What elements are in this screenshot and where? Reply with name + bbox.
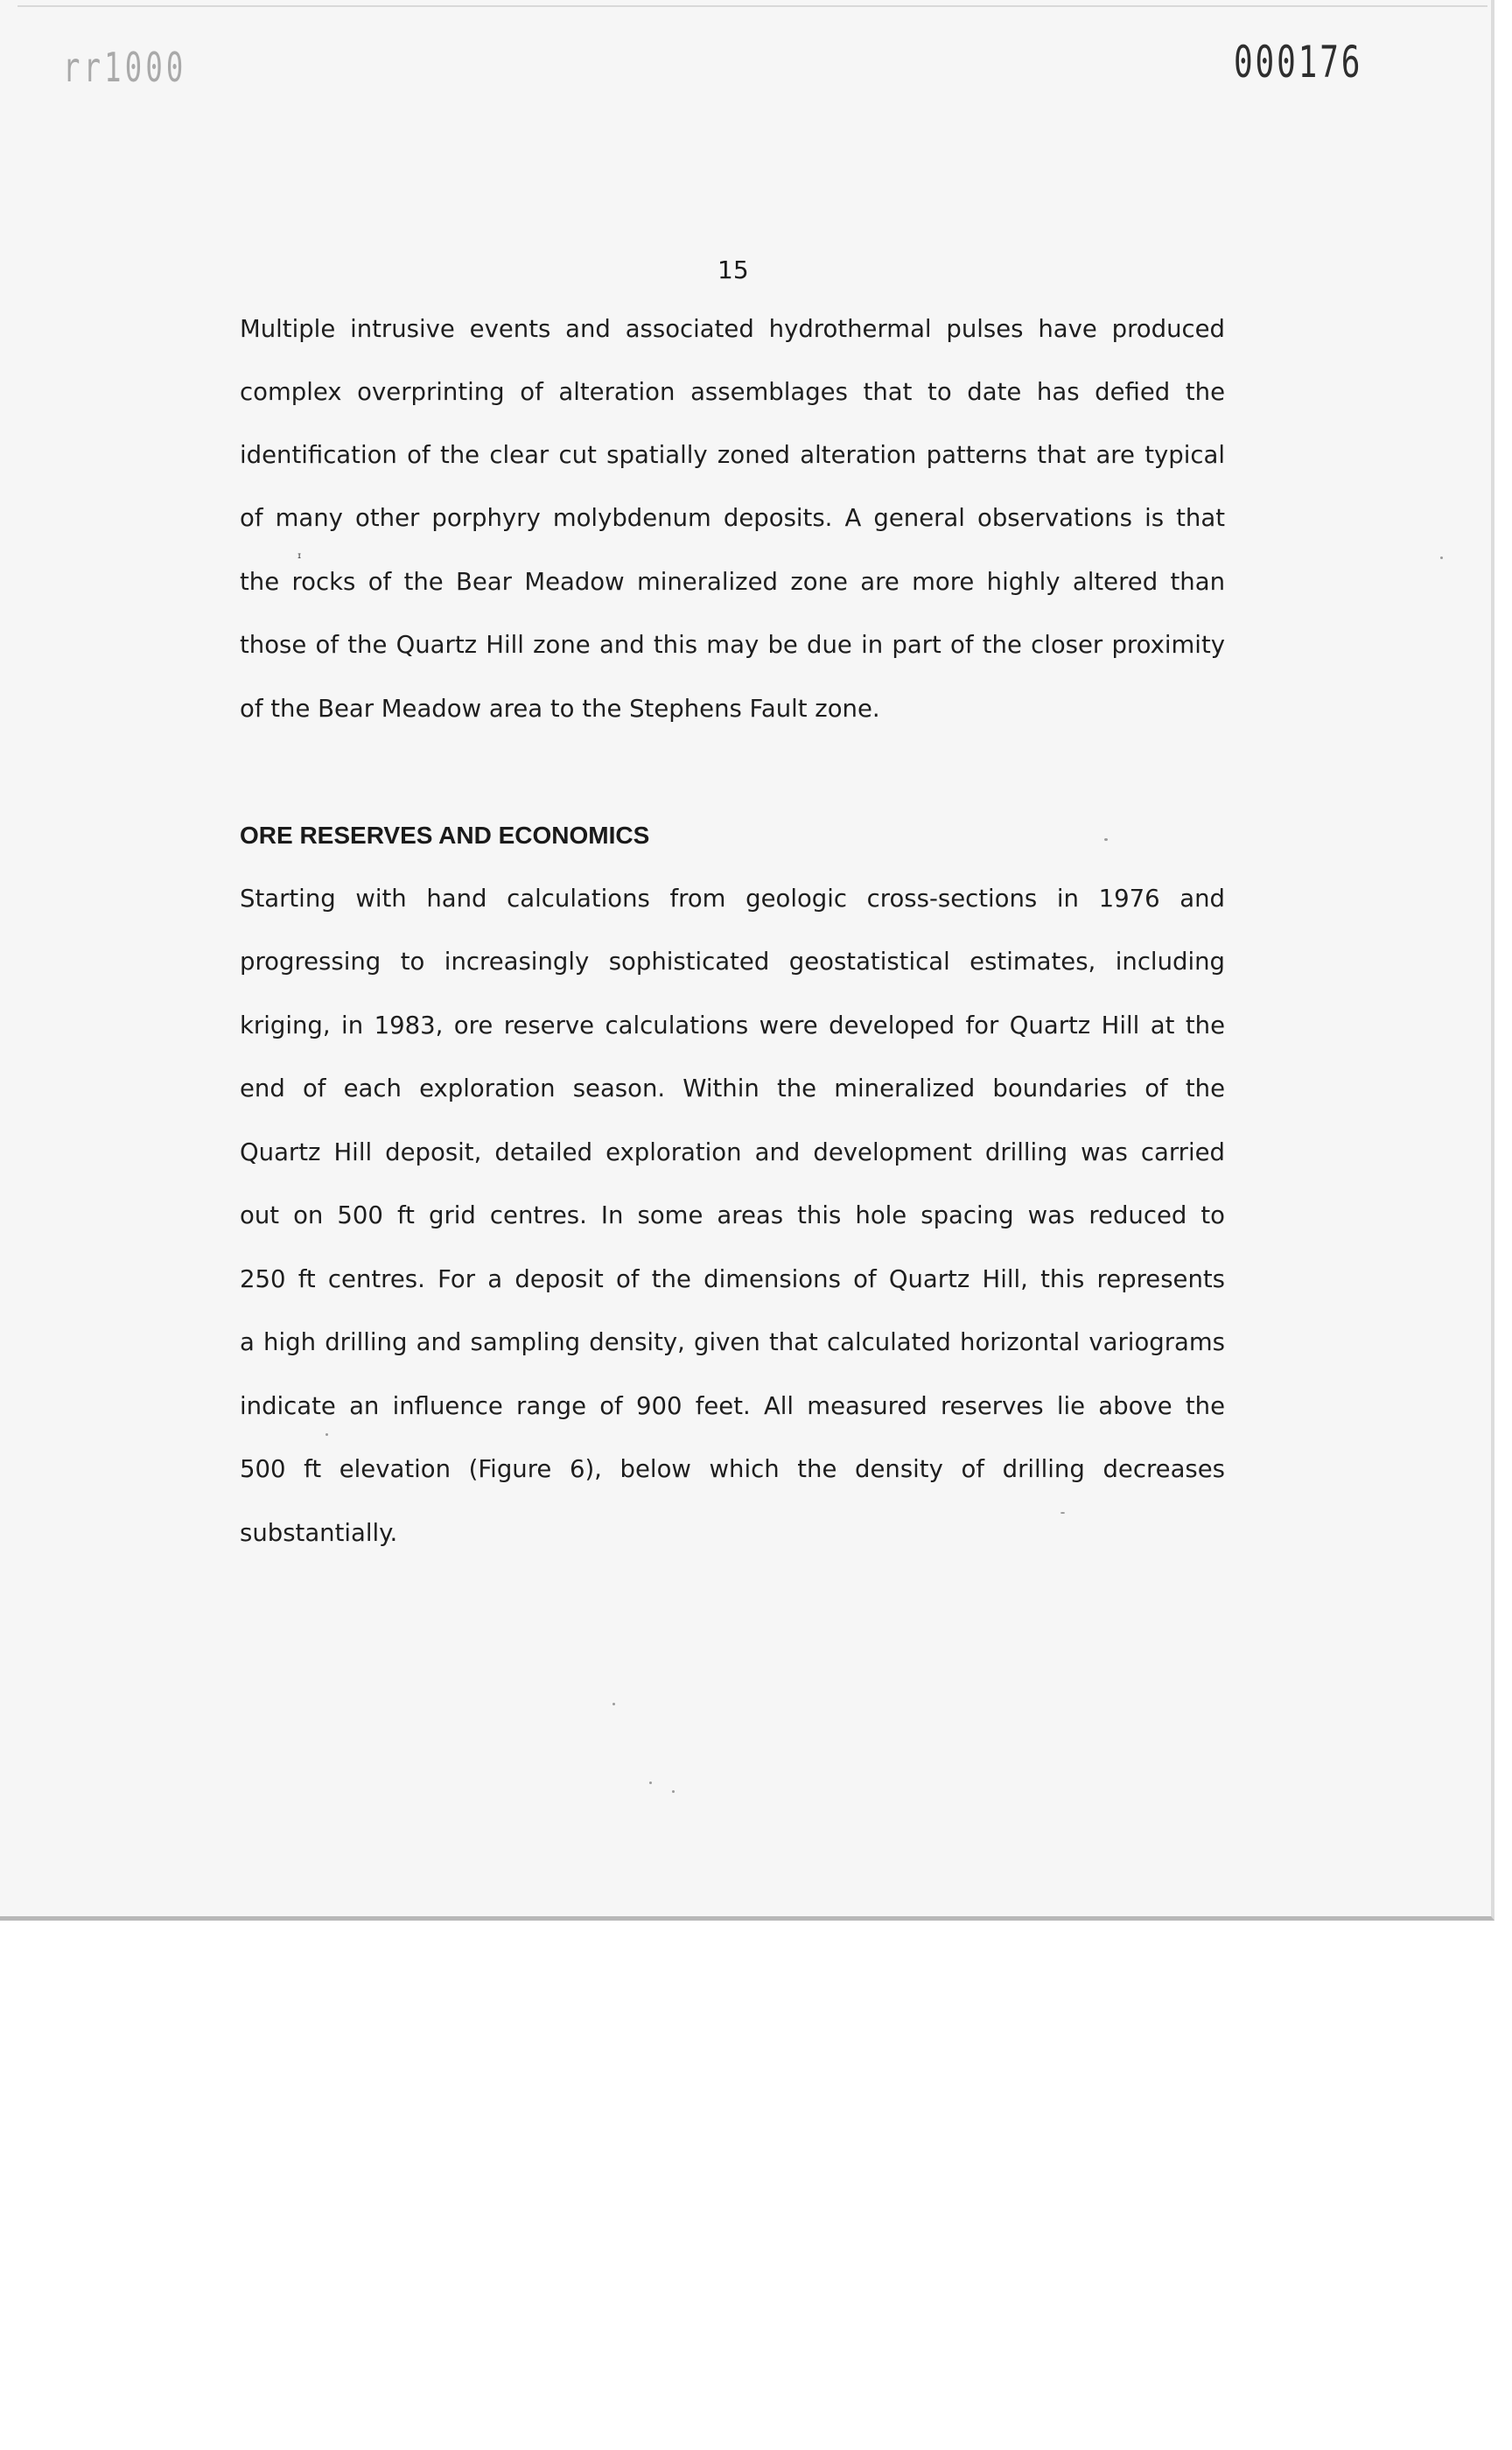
text-line: a high drilling and sampling density, given that calculated horizontal variograms [240, 1328, 1225, 1356]
text-line: 250 ft centres. For a deposit of the dimensions of Quartz Hill, this represents [240, 1265, 1225, 1293]
text-line: identification of the clear cut spatially zoned alteration patterns that are typical [240, 441, 1225, 469]
scan-speck [1440, 556, 1443, 559]
text-line: those of the Quartz Hill zone and this may be due in part of the closer proximity [240, 631, 1225, 659]
text-line: kriging, in 1983, ore reserve calculations were developed for Quartz Hill at the [240, 1012, 1225, 1040]
section-heading: ORE RESERVES AND ECONOMICS [240, 822, 650, 849]
text-line: complex overprinting of alteration assemblages that to date has defied the [240, 378, 1225, 406]
scan-speck [612, 1703, 615, 1705]
scan-speck [672, 1790, 675, 1793]
text-line: 500 ft elevation (Figure 6), below which the density of drilling decreases [240, 1455, 1225, 1483]
text-line: Multiple intrusive events and associated hydrothermal pulses have produced [240, 315, 1225, 343]
document-stamp-left: rr1000 [63, 44, 187, 91]
scan-speck [649, 1782, 652, 1784]
handwritten-mark: ᶦ [298, 550, 302, 568]
text-line: Quartz Hill deposit, detailed exploration and development drilling was carried [240, 1138, 1225, 1166]
text-line: end of each exploration season. Within the mineralized boundaries of the [240, 1074, 1225, 1102]
scan-speck [326, 1433, 328, 1436]
text-line: out on 500 ft grid centres. In some areas this hole spacing was reduced to [240, 1201, 1225, 1229]
text-line: progressing to increasingly sophisticated geostatistical estimates, including [240, 948, 1225, 976]
document-stamp-right: 000176 [1234, 37, 1363, 88]
text-line: substantially. [240, 1519, 398, 1547]
text-line: Starting with hand calculations from geologic cross-sections in 1976 and [240, 885, 1225, 913]
blank-area [0, 1944, 1512, 2450]
scan-speck [1060, 1512, 1065, 1514]
text-line: of the Bear Meadow area to the Stephens Fault zone. [240, 695, 880, 723]
text-line: of many other porphyry molybdenum deposits. A general observations is that [240, 504, 1225, 532]
scan-edge [18, 5, 1488, 7]
page-number: 15 [718, 256, 749, 284]
scan-speck [1104, 838, 1108, 841]
text-line: the rocks of the Bear Meadow mineralized zone are more highly altered than [240, 568, 1225, 596]
text-line: indicate an influence range of 900 feet. All measured reserves lie above the [240, 1392, 1225, 1420]
